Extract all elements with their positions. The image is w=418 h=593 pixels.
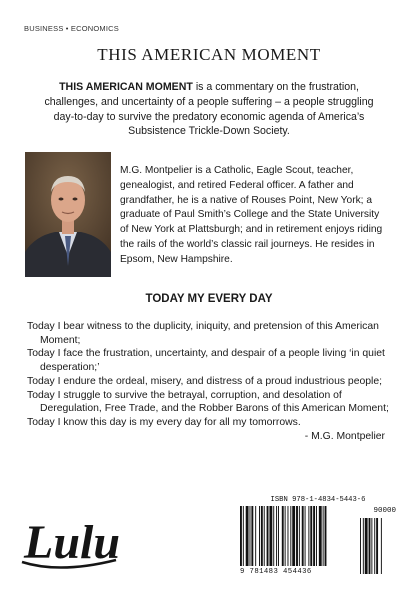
barcode-icon [236,496,400,578]
barcode-block [236,496,400,578]
lulu-logo-icon [20,502,120,576]
author-portrait-image [25,152,111,277]
blurb-text: is a commentary on the frustration, challenges, and uncertainty of a people suffering – a people struggling day-to-day to survive the predatory economic agenda of America’s Subsistence Trickle-Down Society. [44,81,374,138]
publisher-logo [20,502,120,576]
poem-signature: - M.G. Montpelier [304,430,385,442]
poem-line: Today I face the frustration, uncertainty, and despair of a people living ‘in quiet desperation;’ [27,348,385,374]
poem [27,320,397,443]
poem-line: Today I endure the ordeal, misery, and distress of a proud industrious people; [27,375,383,387]
category-label: BUSINESS • ECONOMICS [24,24,119,33]
poem-line: Today I struggle to survive the betrayal, corruption, and desolation of Deregulation, Free Trade, and the Robber Barons of this American Moment; [27,389,389,415]
isbn-text: ISBN 978-1-4834-5443-6 [270,496,366,504]
author-photo [25,152,111,277]
price-code: 90000 [373,507,396,515]
blurb-lead: THIS AMERICAN MOMENT [59,81,193,93]
poem-line: Today I know this day is my every day for all my tomorrows. [27,416,301,428]
book-blurb [36,80,382,139]
author-bio: M.G. Montpelier is a Catholic, Eagle Scout, teacher, genealogist, and retired Federal officer. A father and grandfather, he is a native of Rouses Point, New York; a graduate of Paul Smith’s College and the State University of New York at Plattsburgh; and in retirement enjoys riding the rails of the world’s classic rail journeys. He resides in Epsom, New Hampshire. [120,165,383,265]
logo-wordmark: Lulu [24,516,120,569]
poem-line: Today I bear witness to the duplicity, iniquity, and pretension of this American Moment; [27,321,379,346]
book-title: THIS AMERICAN MOMENT [97,45,321,64]
barcode-digits: 9 781483 454436 [240,568,312,576]
section-title: TODAY MY EVERY DAY [145,293,273,305]
